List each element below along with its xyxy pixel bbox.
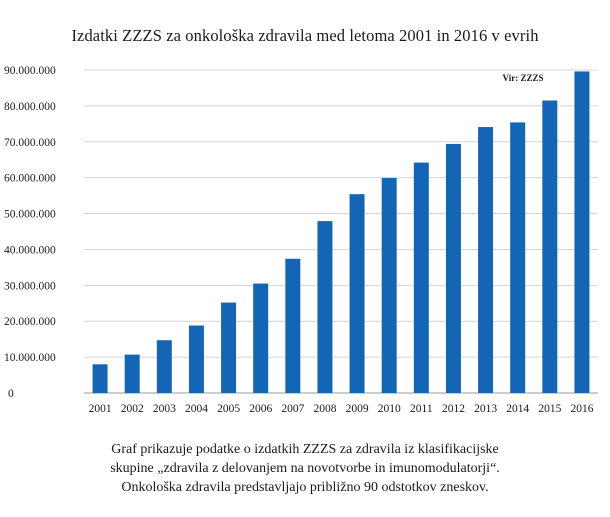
bar-2007: [285, 259, 300, 393]
x-tick-label: 2009: [345, 403, 369, 415]
y-tick-label: 80.000.000: [4, 100, 56, 113]
bar-2001: [93, 364, 108, 393]
x-tick-label: 2008: [313, 403, 337, 415]
chart-title: Izdatki ZZZS za onkološka zdravila med letoma 2001 in 2016 v evrih: [71, 26, 539, 45]
x-tick-label: 2014: [506, 403, 530, 415]
x-tick-label: 2015: [538, 403, 562, 415]
y-tick-label: 30.000.000: [4, 280, 56, 293]
x-tick-label: 2005: [217, 403, 241, 415]
x-tick-label: 2001: [88, 403, 112, 415]
bar-2009: [350, 194, 365, 393]
y-tick-label: 90.000.000: [4, 65, 56, 77]
bar-2015: [542, 101, 557, 393]
bar-2003: [157, 340, 172, 393]
bar-2012: [446, 144, 461, 393]
bar-2014: [510, 122, 525, 393]
x-tick-label: 2010: [377, 403, 401, 415]
bar-2010: [382, 178, 397, 393]
y-tick-label: 70.000.000: [4, 136, 56, 149]
bar-2008: [317, 221, 332, 393]
x-tick-label: 2006: [249, 403, 273, 415]
x-tick-label: 2003: [152, 403, 176, 415]
y-tick-label: 20.000.000: [4, 316, 56, 329]
y-tick-label: 0: [8, 388, 14, 400]
source-note: Vir: ZZZS: [502, 73, 544, 83]
x-tick-label: 2012: [441, 403, 465, 415]
bar-2011: [414, 163, 429, 393]
bar-2013: [478, 127, 493, 393]
x-tick-label: 2004: [184, 403, 208, 415]
caption-line-1: Graf prikazuje podatke o izdatkih ZZZS za zdravila iz klasifikacijske: [111, 442, 499, 457]
y-tick-label: 50.000.000: [4, 208, 56, 221]
caption-line-3: Onkološka zdravila predstavljajo približno 90 odstotkov zneskov.: [121, 480, 489, 495]
bar-2006: [253, 284, 268, 393]
bar-2016: [574, 71, 589, 393]
x-tick-label: 2013: [474, 403, 498, 415]
y-tick-label: 40.000.000: [4, 244, 56, 257]
bar-2004: [189, 326, 204, 393]
bar-2005: [221, 303, 236, 393]
bar-2002: [125, 355, 140, 393]
x-axis-tick-labels: [89, 403, 594, 415]
caption-line-2: skupine „zdravila z delovanjem na novotvorbe in imunomodulatorji“.: [110, 461, 500, 476]
x-tick-label: 2011: [410, 403, 433, 415]
chart-caption: [0, 440, 610, 497]
x-tick-label: 2007: [281, 403, 305, 415]
x-tick-label: 2016: [570, 403, 594, 415]
y-axis-tick-labels: [4, 65, 56, 400]
bars: [93, 71, 590, 393]
y-tick-label: 60.000.000: [4, 172, 56, 185]
x-tick-label: 2002: [120, 403, 144, 415]
y-tick-label: 10.000.000: [4, 352, 56, 365]
